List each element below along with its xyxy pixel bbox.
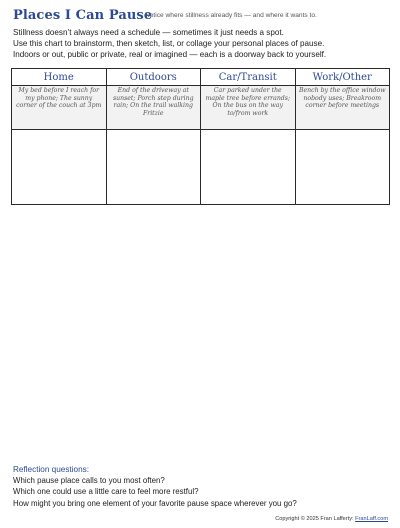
blank-cell-work-other[interactable] — [295, 130, 390, 205]
blank-cell-car-transit[interactable] — [201, 130, 296, 205]
reflection-question: Which pause place calls to you most often? — [13, 476, 165, 485]
intro-text — [13, 27, 393, 61]
intro-line: Indoors or out, public or private, real or imagined — each is a doorway back to yourself. — [13, 50, 327, 60]
reflection-question: Which one could use a little care to feel more restful? — [13, 487, 199, 497]
pause-places-chart — [11, 68, 390, 205]
example-cell-car-transit: Car parked under the maple tree before errands; On the bus on the way to/from work — [201, 86, 296, 130]
example-cell-outdoors: End of the driveway at sunset; Porch step during rain; On the trail walking Fritzie — [106, 86, 201, 130]
example-cell-work-other: Bench by the office window nobody uses; Breakroom corner before meetings — [295, 86, 390, 130]
footer — [275, 516, 388, 522]
example-cell-home: My bed before I reach for my phone; The sunny corner of the couch at 3pm — [12, 86, 107, 130]
column-header-car-transit: Car/Transit — [201, 69, 296, 86]
chart-blank-row — [12, 130, 390, 205]
reflection-question: How might you bring one element of your favorite pause space wherever you go? — [13, 498, 297, 508]
intro-line: Use this chart to brainstorm, then sketch, list, or collage your personal places of pause. — [13, 39, 325, 49]
reflection-heading: Reflection questions: — [13, 465, 90, 474]
reflection-section — [13, 464, 393, 509]
column-header-home: Home — [12, 69, 107, 86]
chart-example-row — [12, 86, 390, 130]
copyright-text: Copyright © 2025 Fran Lafferty: — [275, 516, 354, 522]
footer-link[interactable]: FranLaff.com — [355, 516, 388, 522]
blank-cell-home[interactable] — [12, 130, 107, 205]
page-subtitle: Notice where stillness already fits — and where it wants to. — [145, 12, 317, 19]
intro-line: Stillness doesn’t always need a schedule — sometimes it just needs a spot. — [13, 28, 284, 37]
blank-cell-outdoors[interactable] — [106, 130, 201, 205]
chart-header-row — [12, 69, 390, 86]
page-title: Places I Can Pause — [13, 8, 153, 23]
column-header-work-other: Work/Other — [295, 69, 390, 86]
column-header-outdoors: Outdoors — [106, 69, 201, 86]
